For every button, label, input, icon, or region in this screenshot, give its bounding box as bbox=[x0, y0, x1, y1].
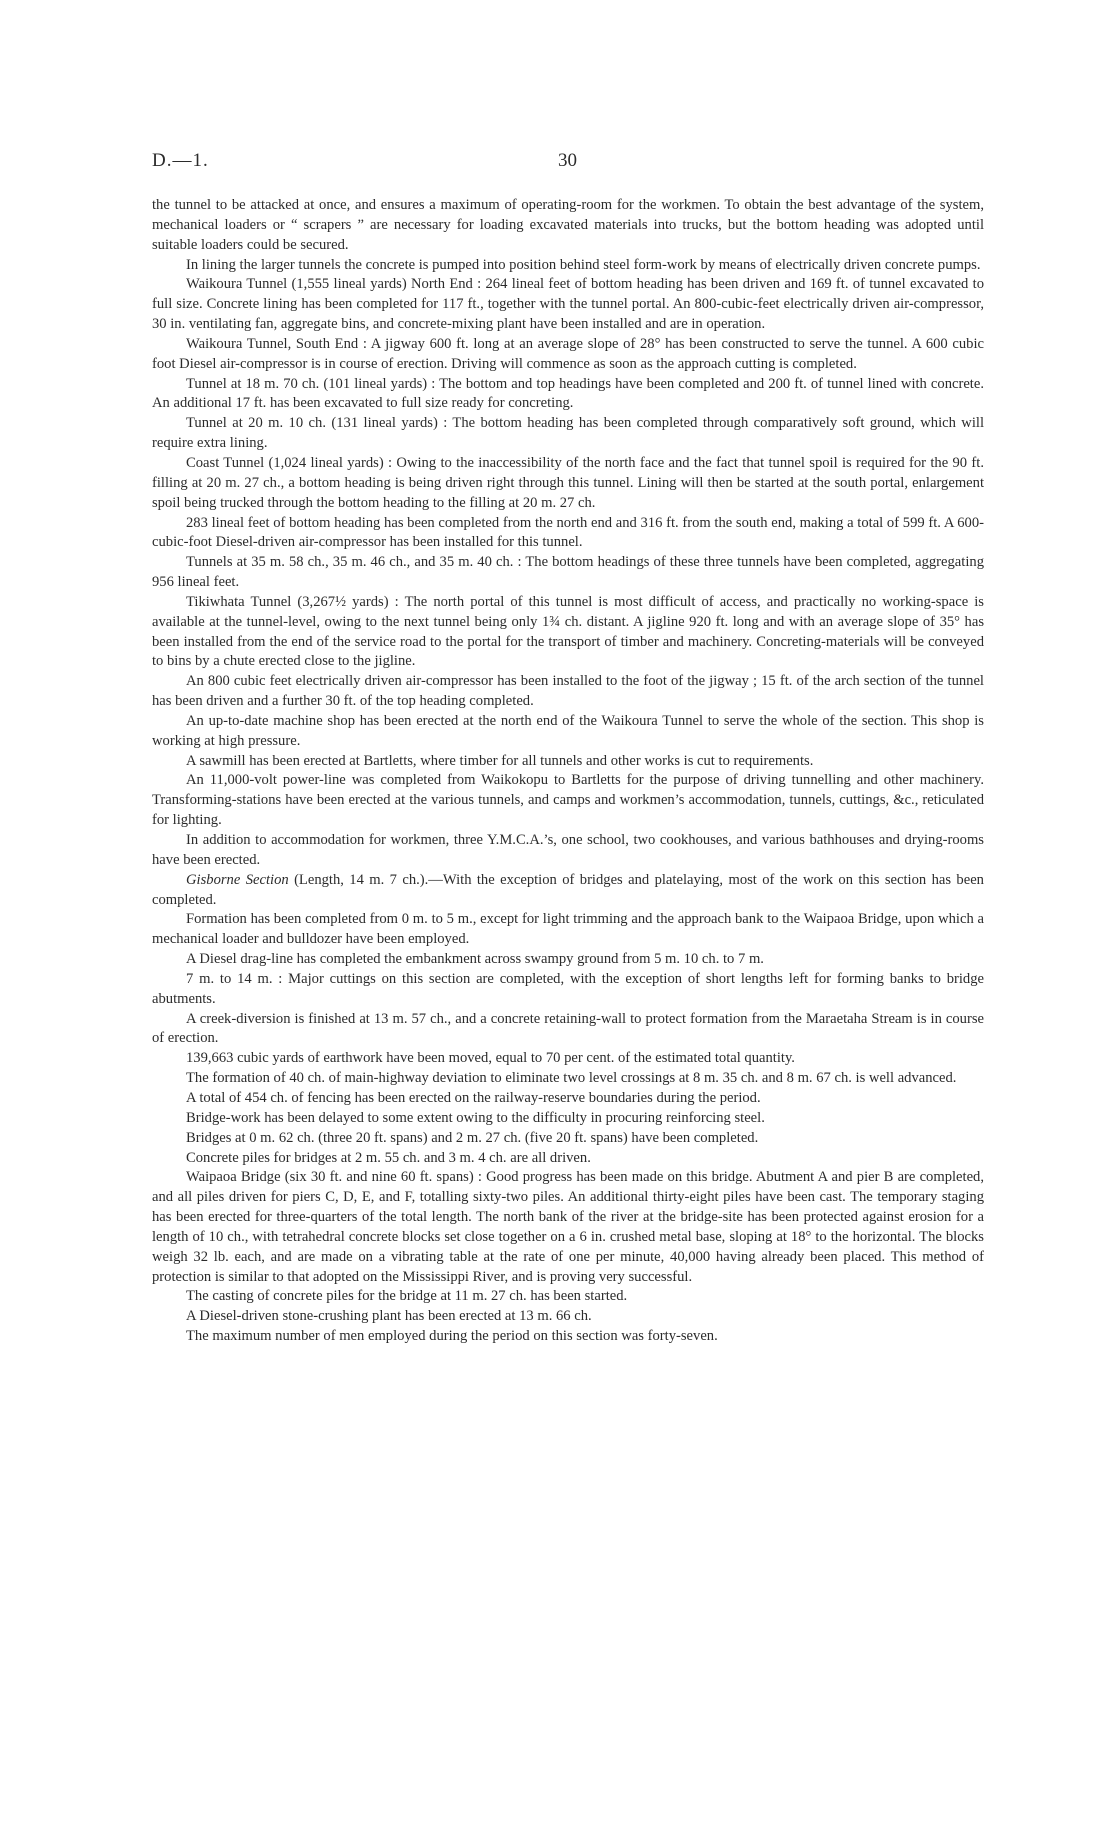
paragraph: In addition to accommodation for workmen, three Y.M.C.A.’s, one school, two cookhouses, and various bathhouses and drying-rooms have been erected. bbox=[152, 832, 984, 868]
paragraph: 139,663 cubic yards of earthwork have been moved, equal to 70 per cent. of the estimated total quantity. bbox=[186, 1050, 795, 1067]
page-number: 30 bbox=[558, 150, 577, 171]
body-text bbox=[152, 196, 984, 1347]
paragraph: Tunnel at 20 m. 10 ch. (131 lineal yards) : The bottom heading has been completed through comparatively soft ground, which will require extra lining. bbox=[152, 415, 984, 452]
paragraph: Bridge-work has been delayed to some extent owing to the difficulty in procuring reinforcing steel. bbox=[186, 1109, 765, 1126]
paragraph: Tunnel at 18 m. 70 ch. (101 lineal yards) : The bottom and top headings have been completed and 200 ft. of tunnel lined with concrete. An additional 17 ft. has been excavated to full size ready for concreting. bbox=[152, 375, 984, 412]
paragraph: An up-to-date machine shop has been erected at the north end of the Waikoura Tunnel to serve the whole of the section. This shop is working at high pressure. bbox=[152, 712, 984, 749]
paragraph: In lining the larger tunnels the concrete is pumped into position behind steel form-work by means of electrically driven concrete pumps. bbox=[186, 256, 981, 273]
paragraph: 283 lineal feet of bottom heading has been completed from the north end and 316 ft. from the south end, making a total of 599 ft. A 600-cubic-foot Diesel-driven air-compressor has been installed for this tunnel. bbox=[152, 514, 984, 551]
section-title: Gisborne Section bbox=[186, 871, 289, 888]
paragraph: Concrete piles for bridges at 2 m. 55 ch. and 3 m. 4 ch. are all driven. bbox=[186, 1149, 591, 1166]
paragraph: Tikiwhata Tunnel (3,267½ yards) : The north portal of this tunnel is most difficult of access, and practically no working-space is available at the tunnel-level, owing to the next tunnel being only 1¾ ch. distant. A jigline 920 ft. long and with an average slope of 35° has been installed from the end of the service road to the portal for the transport of timber and machinery. Concreting-materials will be conveyed to bins by a chute erected close to the jigline. bbox=[152, 593, 984, 670]
paragraph: Tunnels at 35 m. 58 ch., 35 m. 46 ch., and 35 m. 40 ch. : The bottom headings of these three tunnels have been completed, aggregating 956 lineal feet. bbox=[152, 554, 984, 591]
document-reference: D.—1. bbox=[152, 150, 209, 171]
paragraph: An 11,000-volt power-line was completed from Waikokopu to Bartletts for the purpose of driving tunnelling and other machinery. Transforming-stations have been erected at the various tunnels, and camps and workmen’s accommodation, tunnels, cuttings, &c., reticulated for lighting. bbox=[152, 772, 984, 829]
paragraph: Waikoura Tunnel, South End : A jigway 600 ft. long at an average slope of 28° has been constructed to serve the tunnel. A 600 cubic foot Diesel air-compressor is in course of erection. Driving will commence as soon as the approach cutting is completed. bbox=[152, 335, 984, 372]
paragraph: A total of 454 ch. of fencing has been erected on the railway-reserve boundaries during the period. bbox=[186, 1089, 761, 1106]
paragraph: Formation has been completed from 0 m. to 5 m., except for light trimming and the approach bank to the Waipaoa Bridge, upon which a mechanical loader and bulldozer have been employed. bbox=[152, 911, 984, 948]
paragraph: Coast Tunnel (1,024 lineal yards) : Owing to the inaccessibility of the north face and the fact that tunnel spoil is required for the 90 ft. filling at 20 m. 27 ch., a bottom heading is being driven right through this tunnel. Lining will then be started at the south portal, enlargement spoil being trucked through the bottom heading to the filling at 20 m. 27 ch. bbox=[152, 454, 984, 511]
paragraph: Bridges at 0 m. 62 ch. (three 20 ft. spans) and 2 m. 27 ch. (five 20 ft. spans) have been completed. bbox=[186, 1129, 759, 1146]
paragraph: the tunnel to be attacked at once, and ensures a maximum of operating-room for the workmen. To obtain the best advantage of the system, mechanical loaders or “ scrapers ” are necessary for loading excavated materials into trucks, but the bottom heading was adopted until suitable loaders could be secured. bbox=[152, 197, 984, 253]
paragraph: A sawmill has been erected at Bartletts, where timber for all tunnels and other works is cut to requirements. bbox=[186, 752, 814, 769]
section-intro: (Length, 14 m. 7 ch.).—With the exception of bridges and platelaying, most of the work on this section has been completed. bbox=[152, 871, 984, 908]
page-header bbox=[152, 150, 982, 174]
paragraph: 7 m. to 14 m. : Major cuttings on this section are completed, with the exception of short lengths left for forming banks to bridge abutments. bbox=[152, 970, 984, 1007]
section-heading-paragraph bbox=[152, 871, 984, 911]
paragraph: A Diesel-driven stone-crushing plant has been erected at 13 m. 66 ch. bbox=[186, 1308, 592, 1325]
paragraph: The casting of concrete piles for the bridge at 11 m. 27 ch. has been started. bbox=[186, 1288, 628, 1305]
paragraph: The maximum number of men employed during the period on this section was forty-seven. bbox=[186, 1328, 718, 1345]
paragraph: Waikoura Tunnel (1,555 lineal yards) North End : 264 lineal feet of bottom heading has been driven and 169 ft. of tunnel excavated to full size. Concrete lining has been completed for 117 ft., together with the tunnel portal. An 800-cubic-feet electrically driven air-compressor, 30 in. ventilating fan, aggregate bins, and concrete-mixing plant have been installed and are in operation. bbox=[152, 276, 984, 333]
paragraph: The formation of 40 ch. of main-highway deviation to eliminate two level crossings at 8 m. 35 ch. and 8 m. 67 ch. is well advanced. bbox=[186, 1070, 957, 1087]
paragraph: A Diesel drag-line has completed the embankment across swampy ground from 5 m. 10 ch. to 7 m. bbox=[186, 951, 764, 968]
paragraph: An 800 cubic feet electrically driven air-compressor has been installed to the foot of the jigway ; 15 ft. of the arch section of the tunnel has been driven and a further 30 ft. of the top heading completed. bbox=[152, 673, 984, 710]
paragraph: Waipaoa Bridge (six 30 ft. and nine 60 ft. spans) : Good progress has been made on this bridge. Abutment A and pier B are completed, and all piles driven for piers C, D, E, and F, totalling sixty-two piles. An additional thirty-eight piles have been cast. The temporary staging has been erected for three-quarters of the total length. The north bank of the river at the bridge-site has been protected against erosion for a length of 10 ch., with tetrahedral concrete blocks set close together on a 6 in. crushed metal base, sloping at 18° to the horizontal. The blocks weigh 32 lb. each, and are made on a vibrating table at the rate of one per minute, 40,000 having already been placed. This method of protection is similar to that adopted on the Mississippi River, and is proving very successful. bbox=[152, 1169, 984, 1285]
paragraph: A creek-diversion is finished at 13 m. 57 ch., and a concrete retaining-wall to protect formation from the Maraetaha Stream is in course of erection. bbox=[152, 1010, 984, 1047]
